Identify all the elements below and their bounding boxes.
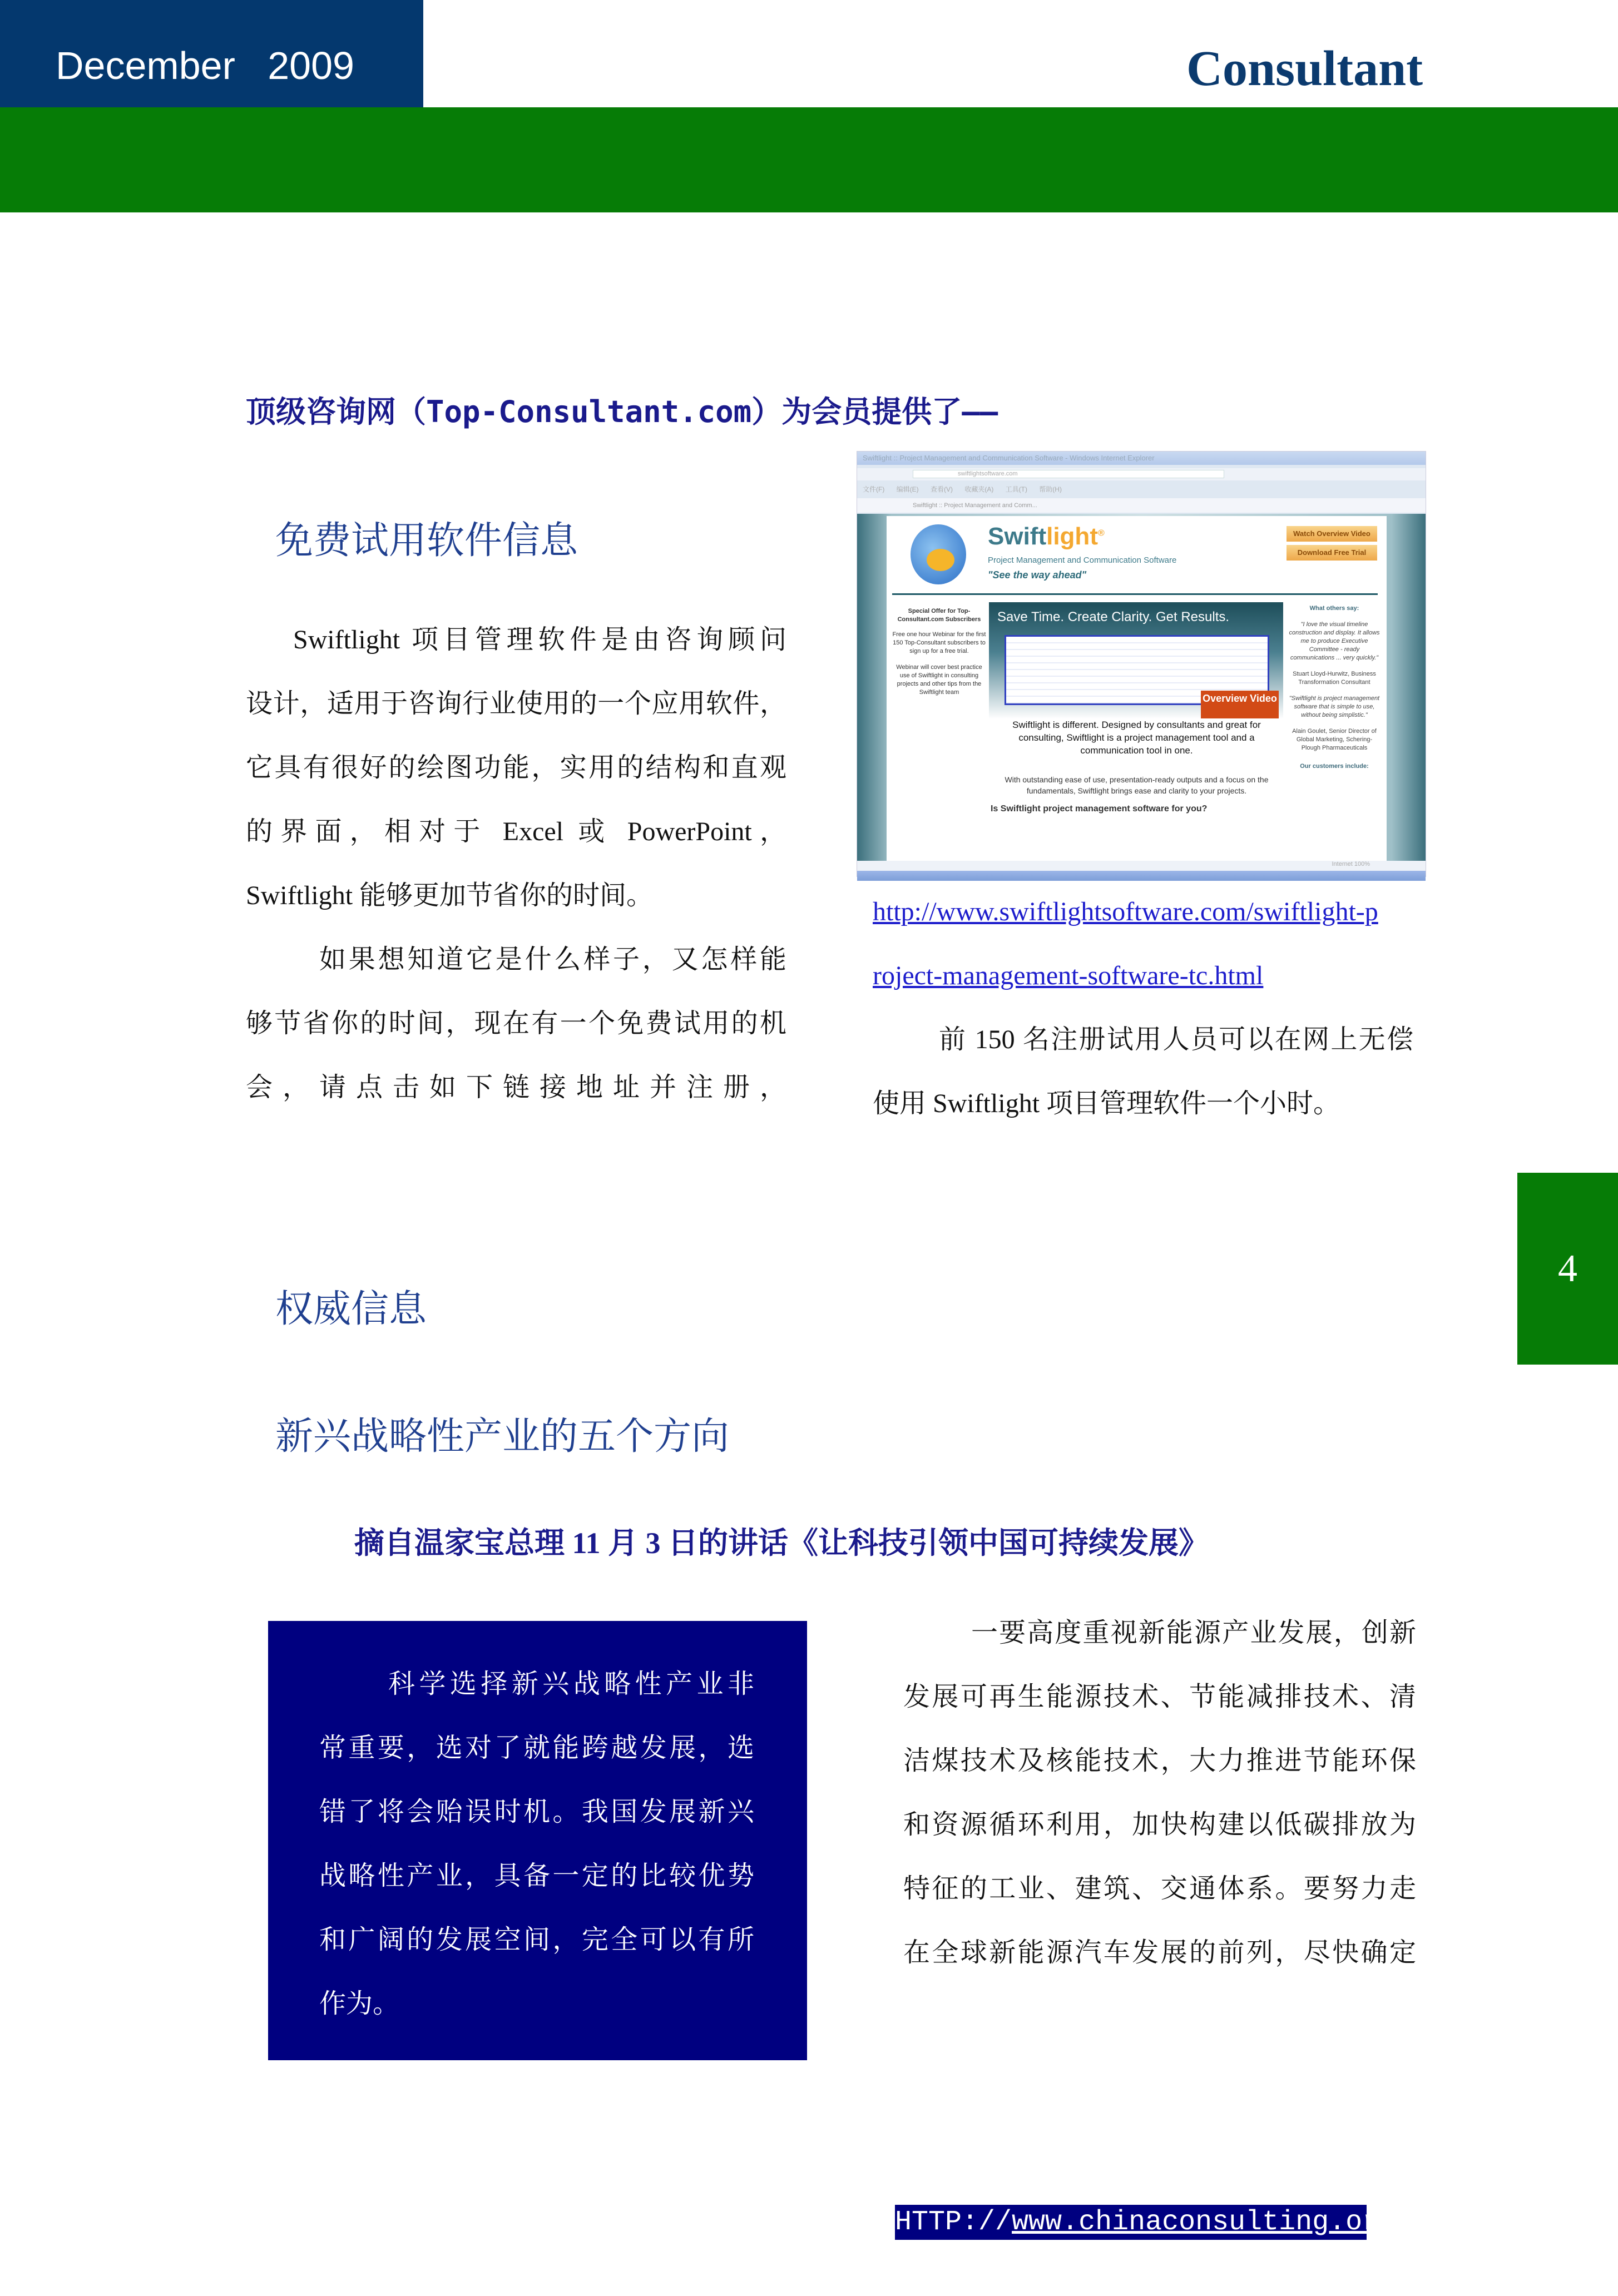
section-title-authority: 权威信息: [275, 1287, 427, 1331]
text-line: 它具有很好的绘图功能，实用的结构和直观: [246, 753, 786, 782]
text-line: 错了将会贻误时机。我国发展新兴: [319, 1797, 754, 1827]
offer-text: Free one hour Webinar for the first 150 Top-Consultant subscribers to sign up for a free trial.: [892, 631, 986, 654]
quote-source: 摘自温家宝总理 11 月 3 日的讲话《让科技引领中国可持续发展》: [354, 1526, 1209, 1560]
special-offer: [892, 607, 986, 697]
section-title-free-trial: 免费试用软件信息: [275, 519, 578, 563]
text-line: Swiftlight 能够更加节省你的时间。: [246, 881, 654, 910]
offer-text: Webinar will cover best practice use of Swiftlight in consulting projects and other tips from the Swiftlight team: [896, 664, 982, 696]
text-line: 特征的工业、建筑、交通体系。要努力走: [903, 1874, 1416, 1903]
text-line: 洁煤技术及核能技术，大力推进节能环保: [903, 1746, 1416, 1776]
fish-icon: [927, 549, 954, 571]
text-line: 前 150 名注册试用人员可以在网上无偿: [939, 1025, 1413, 1054]
watch-video-button: Watch Overview Video: [1287, 526, 1377, 542]
brand-part: Swift: [988, 523, 1047, 550]
browser-menu: 文件(F) 编辑(E) 查看(V) 收藏夹(A) 工具(T) 帮助(H): [863, 485, 1062, 493]
brand-part: light: [1046, 523, 1098, 550]
intro-heading: 顶级咨询网（Top-Consultant.com）为会员提供了——: [246, 394, 998, 429]
hero-text: Swiftlight is different. Designed by consultants and great for consulting, Swiftlight is a project management tool and a communication tool in one.: [1012, 720, 1261, 756]
free-trial-paragraph: [246, 608, 786, 1119]
text-line: 作为。: [319, 1989, 400, 2019]
text-line: 如果想知道它是什么样子，又怎样能: [319, 945, 786, 974]
hero-title: Save Time. Create Clarity. Get Results.: [997, 609, 1230, 624]
registered-mark: ®: [1097, 528, 1105, 538]
text-line: 常重要，选对了就能跨越发展，选: [319, 1733, 754, 1763]
header-band: [0, 107, 1618, 212]
question-heading: Is Swiftlight project management software for you?: [991, 804, 1208, 814]
text-line: 设计，适用于咨询行业使用的一个应用软件，: [246, 689, 786, 718]
issue-date: December 2009: [56, 44, 354, 87]
text-line: 会，请点击如下链接地址并注册，: [246, 1073, 786, 1102]
footer-website[interactable]: [895, 2205, 1446, 2240]
text-line: Swiftlight 项目管理软件是由咨询顾问: [293, 625, 786, 654]
testimonials-title: What others say:: [1309, 605, 1359, 612]
text-line: 使用 Swiftlight 项目管理软件一个小时。: [873, 1089, 1340, 1118]
divider: [892, 593, 1378, 595]
quote: "Swiftlight is project management software that is simple to use, without being simplistic.": [1289, 695, 1380, 718]
quote: "I love the visual timeline construction and display. It allows me to produce Executive Committee - ready communications ... very quickly.": [1289, 621, 1380, 661]
description: With outstanding ease of use, presentation-ready outputs and a focus on the fundamentals, Swiftlight brings ease and clarity to your projects.: [1005, 775, 1269, 795]
testimonials: [1288, 604, 1381, 771]
highlight-text: [319, 1652, 754, 2036]
website-link[interactable]: www.chinaconsulting.org.cn: [1012, 2206, 1446, 2238]
offer-title: Special Offer for Top-Consultant.com Subscribers: [897, 608, 981, 623]
download-trial-button: Download Free Trial: [1287, 545, 1377, 561]
overview-video-badge: Overview Video: [1201, 691, 1279, 718]
browser-title-bar: Swiftlight :: Project Management and Communication Software - Windows Internet Explorer: [857, 452, 1426, 465]
trial-link[interactable]: roject-management-software-tc.html: [873, 961, 1264, 990]
quote-author: Alain Goulet, Senior Director of Global Marketing, Schering-Plough Pharmaceuticals: [1292, 728, 1377, 751]
swiftlight-brand: [988, 523, 1105, 551]
trial-link-paragraph: [873, 880, 1413, 1135]
customers-title: Our customers include:: [1300, 763, 1369, 770]
section-title-industries: 新兴战略性产业的五个方向: [275, 1415, 730, 1459]
quote-author: Stuart Lloyd-Hurwitz, Business Transformation Consultant: [1293, 671, 1376, 686]
swiftlight-screenshot: [857, 451, 1426, 877]
text-line: 科学选择新兴战略性产业非: [388, 1669, 754, 1699]
brand-tagline: "See the way ahead": [988, 569, 1087, 581]
browser-status-bar: Internet 100%: [857, 861, 1426, 871]
page-number: 4: [1517, 1173, 1618, 1365]
text-line: 一要高度重视新能源产业发展，创新: [971, 1618, 1416, 1648]
text-line: 和广阔的发展空间，完全可以有所: [319, 1925, 754, 1955]
text-line: 够节省你的时间，现在有一个免费试用的机: [246, 1009, 786, 1038]
text-line: 和资源循环利用，加快构建以低碳排放为: [903, 1810, 1416, 1839]
url-prefix: HTTP://: [895, 2206, 1012, 2238]
text-line: 发展可再生能源技术、节能减排技术、清: [903, 1682, 1416, 1712]
address-field: swiftlightsoftware.com: [913, 470, 1224, 478]
text-line: 战略性产业，具备一定的比较优势: [319, 1861, 754, 1891]
text-line: 在全球新能源汽车发展的前列，尽快确定: [903, 1938, 1416, 1967]
browser-address-bar: [857, 468, 1426, 480]
industries-paragraph: [903, 1601, 1416, 1985]
brand-subtitle: Project Management and Communication Software: [988, 556, 1177, 565]
browser-tab: Swiftlight :: Project Management and Comm...: [857, 498, 1426, 513]
trial-link[interactable]: http://www.swiftlightsoftware.com/swiftlight-p: [873, 897, 1378, 926]
magazine-title: Consultant: [1186, 41, 1423, 96]
text-line: 的界面，相对于 Excel 或 PowerPoint，: [246, 817, 786, 846]
